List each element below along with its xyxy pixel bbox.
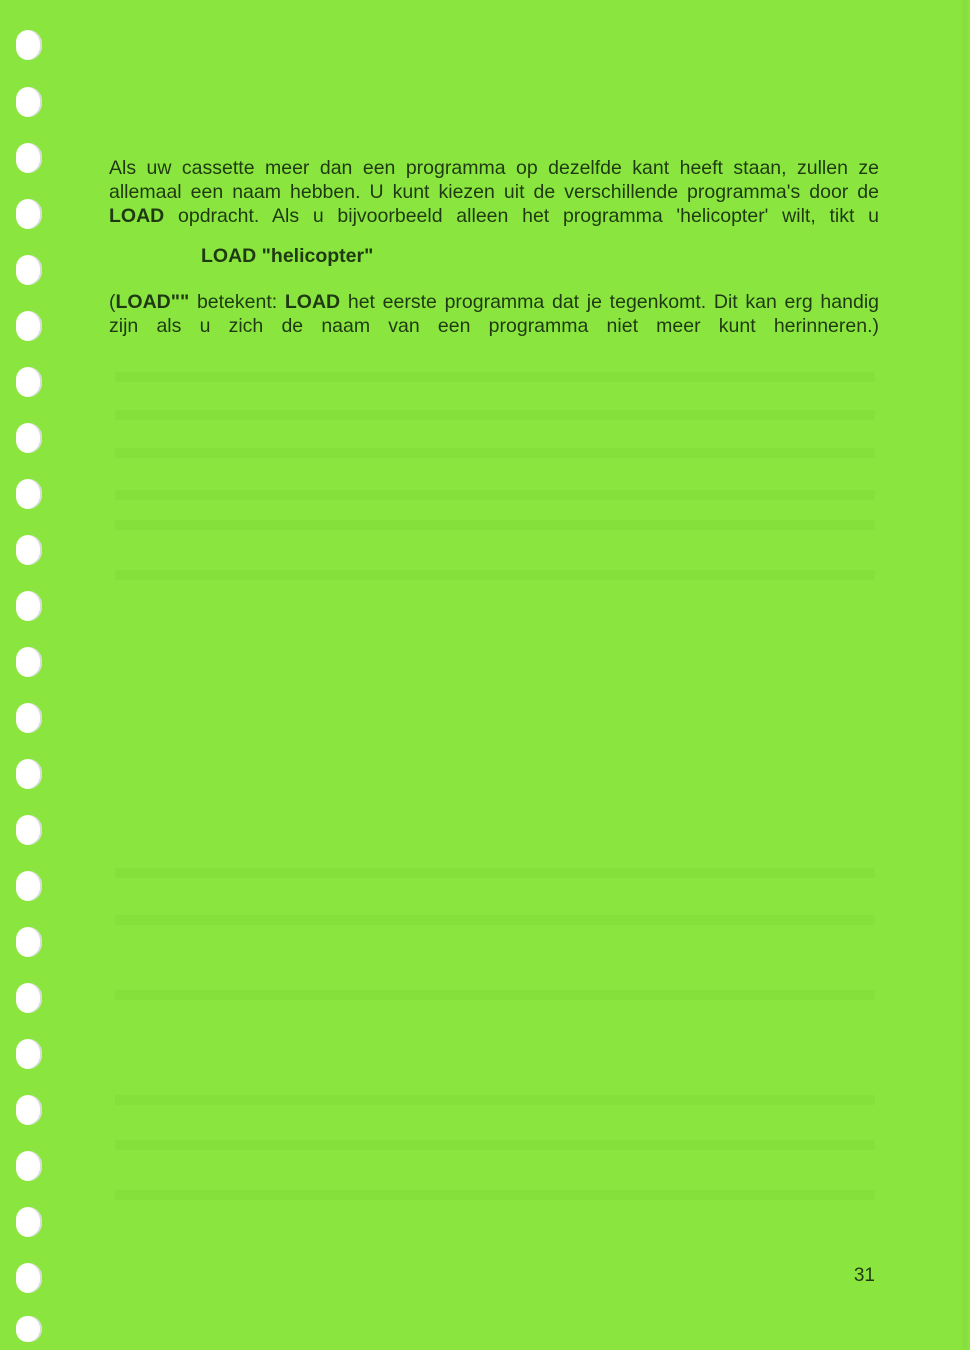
show-through-texture [115, 520, 875, 530]
show-through-texture [115, 372, 875, 382]
show-through-texture [115, 570, 875, 580]
punch-hole [16, 927, 42, 957]
punch-hole [16, 703, 42, 733]
paragraph-text: opdracht. Als u bijvoorbeeld alleen het programma 'helicopter' wilt, tikt u [164, 205, 879, 227]
punch-hole [16, 983, 42, 1013]
punch-hole [16, 1316, 42, 1342]
punch-hole [16, 591, 42, 621]
paragraph-last-line: zijn als u zich de naam van een programma niet meer kunt herinneren.) [109, 315, 879, 337]
load-keyword: LOAD [284, 291, 341, 313]
paragraph-text: het eerste programma dat je tegenkomt. Dit kan erg handig [340, 291, 879, 313]
paragraph-last-line [109, 204, 879, 228]
paragraph-text: betekent: [189, 291, 285, 313]
load-keyword: LOAD [109, 205, 165, 227]
page-edge [960, 0, 970, 1350]
show-through-texture [115, 1095, 875, 1105]
punch-hole [16, 423, 42, 453]
load-empty-keyword: LOAD"" [115, 291, 190, 313]
page-number: 31 [853, 1265, 875, 1286]
punch-hole [16, 759, 42, 789]
punch-hole [16, 199, 42, 229]
punch-hole [16, 1263, 42, 1293]
punch-hole [16, 87, 42, 117]
show-through-texture [115, 1190, 875, 1200]
show-through-texture [115, 868, 875, 878]
punch-hole [16, 255, 42, 285]
punch-hole [16, 1039, 42, 1069]
punch-hole [16, 143, 42, 173]
punch-hole [16, 815, 42, 845]
paren-open: ( [109, 291, 116, 313]
punch-hole [16, 30, 42, 60]
paragraph-line: allemaal een naam hebben. U kunt kiezen uit de verschillende programma's door de [109, 181, 879, 203]
punch-hole [16, 1207, 42, 1237]
punch-hole [16, 311, 42, 341]
show-through-texture [115, 915, 875, 925]
punch-hole [16, 535, 42, 565]
show-through-texture [115, 410, 875, 420]
punch-hole [16, 1095, 42, 1125]
punch-hole [16, 367, 42, 397]
body-text [109, 156, 879, 338]
show-through-texture [115, 990, 875, 1000]
paragraph-multiple-programs [109, 156, 879, 228]
paragraph-load-empty [109, 290, 879, 338]
show-through-texture [115, 490, 875, 500]
punch-hole [16, 647, 42, 677]
show-through-texture [115, 448, 875, 458]
punch-hole [16, 479, 42, 509]
punch-hole [16, 871, 42, 901]
punch-hole [16, 1151, 42, 1181]
paragraph-line: Als uw cassette meer dan een programma op dezelfde kant heeft staan, zullen ze [109, 157, 879, 179]
show-through-texture [115, 1140, 875, 1150]
code-example: LOAD "helicopter" [201, 245, 374, 267]
binding-holes [0, 0, 50, 1350]
